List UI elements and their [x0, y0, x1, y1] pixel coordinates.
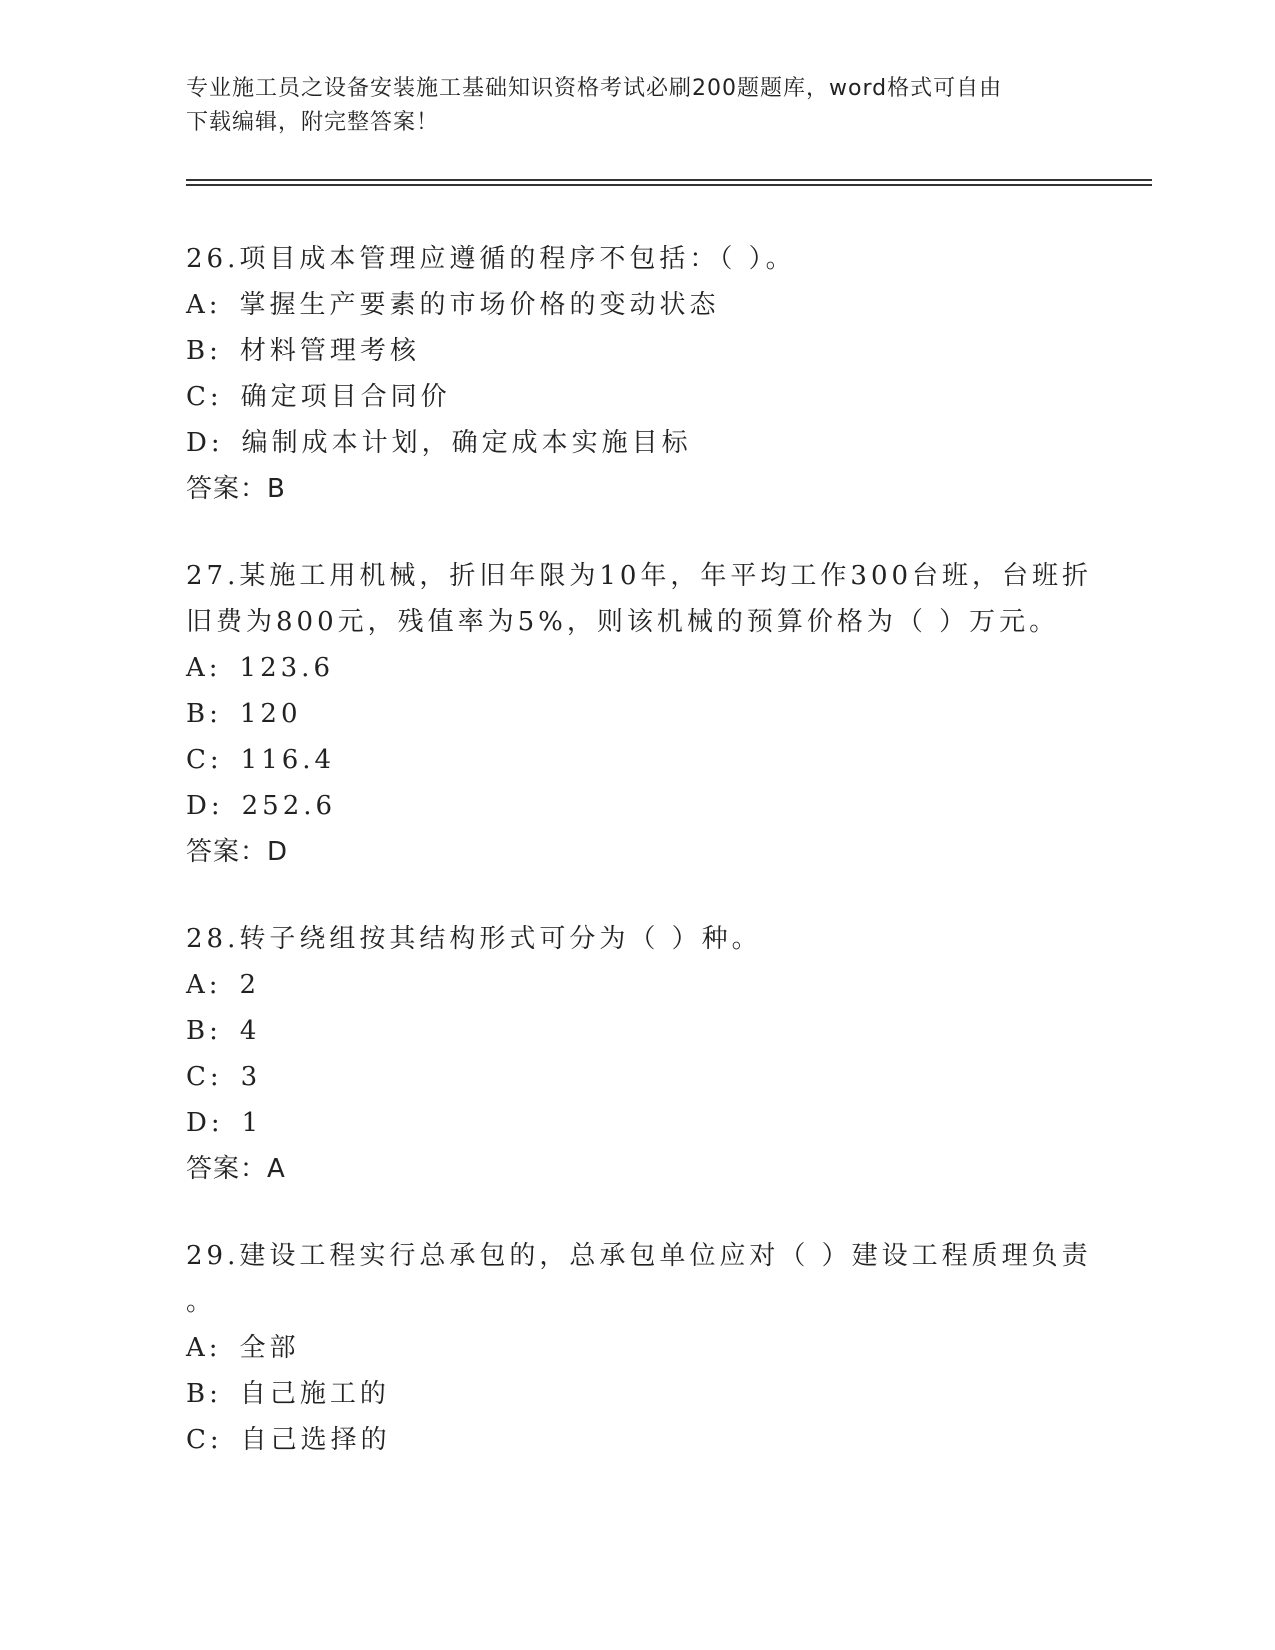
option-text: 3: [240, 1062, 262, 1092]
question-stem: [186, 553, 1093, 645]
option-key: D:: [186, 428, 224, 458]
question-26: [186, 236, 1086, 512]
option-key: A:: [186, 653, 222, 683]
option-key: C:: [186, 382, 223, 412]
option-d: [186, 783, 1086, 829]
answer-line: 答案：A: [186, 1154, 286, 1184]
option-a: [186, 645, 1086, 691]
option-text: 材料管理考核: [239, 336, 420, 366]
option-text: 掌握生产要素的市场价格的变动状态: [239, 290, 720, 320]
stem-line: 28.转子绕组按其结构形式可分为（ ）种。: [186, 924, 762, 954]
option-text: 自己施工的: [239, 1379, 390, 1409]
option-b: [186, 1371, 1086, 1417]
option-text: 全部: [239, 1333, 300, 1363]
option-key: A:: [186, 1333, 222, 1363]
option-key: A:: [186, 970, 222, 1000]
question-stem: [186, 916, 1086, 962]
option-text: 2: [239, 970, 261, 1000]
option-d: [186, 1100, 1086, 1146]
question-27: [186, 553, 1093, 875]
option-key: B:: [186, 699, 222, 729]
answer-line: 答案：D: [186, 837, 289, 867]
option-key: D:: [186, 791, 224, 821]
option-text: 4: [239, 1016, 261, 1046]
option-text: 252.6: [241, 791, 337, 821]
option-key: A:: [186, 290, 222, 320]
option-b: [186, 1008, 1086, 1054]
option-text: 自己选择的: [240, 1425, 391, 1455]
option-key: D:: [186, 1108, 224, 1138]
option-a: [186, 962, 1086, 1008]
option-c: [186, 1417, 1086, 1463]
option-d: [186, 420, 1086, 466]
option-c: [186, 1054, 1086, 1100]
question-29: [186, 1233, 1092, 1463]
option-text: 1: [241, 1108, 263, 1138]
option-text: 编制成本计划，确定成本实施目标: [241, 428, 692, 458]
question-28: [186, 916, 1086, 1192]
option-key: B:: [186, 1016, 222, 1046]
option-key: C:: [186, 745, 223, 775]
stem-line: 29.建设工程实行总承包的，总承包单位应对（ ）建设工程质理负责: [186, 1241, 1092, 1271]
stem-line: 旧费为800元，残值率为5%，则该机械的预算价格为（ ）万元。: [186, 607, 1060, 637]
option-a: [186, 1325, 1086, 1371]
header-divider-top: [186, 179, 1152, 181]
option-text: 123.6: [239, 653, 334, 683]
option-key: B:: [186, 1379, 222, 1409]
header-line-2: 下载编辑，附完整答案！: [186, 110, 440, 135]
option-text: 120: [239, 699, 302, 729]
option-c: [186, 374, 1086, 420]
question-list: [186, 236, 1093, 1504]
option-key: C:: [186, 1062, 223, 1092]
question-stem: [186, 236, 1086, 282]
stem-line: 27.某施工用机械，折旧年限为10年，年平均工作300台班，台班折: [186, 561, 1093, 591]
question-stem: [186, 1233, 1092, 1325]
header-line-1: 专业施工员之设备安装施工基础知识资格考试必刷200题题库，word格式可自由: [186, 76, 1003, 101]
option-b: [186, 691, 1086, 737]
option-key: B:: [186, 336, 222, 366]
stem-line: 26.项目成本管理应遵循的程序不包括：（ ）。: [186, 244, 796, 274]
option-c: [186, 737, 1086, 783]
option-key: C:: [186, 1425, 223, 1455]
answer-line: 答案：B: [186, 474, 286, 504]
option-a: [186, 282, 1086, 328]
stem-line: 。: [186, 1287, 217, 1317]
header-divider-bottom: [186, 184, 1152, 186]
option-text: 确定项目合同价: [240, 382, 451, 412]
document-header: [186, 72, 1086, 140]
option-text: 116.4: [240, 745, 336, 775]
option-b: [186, 328, 1086, 374]
